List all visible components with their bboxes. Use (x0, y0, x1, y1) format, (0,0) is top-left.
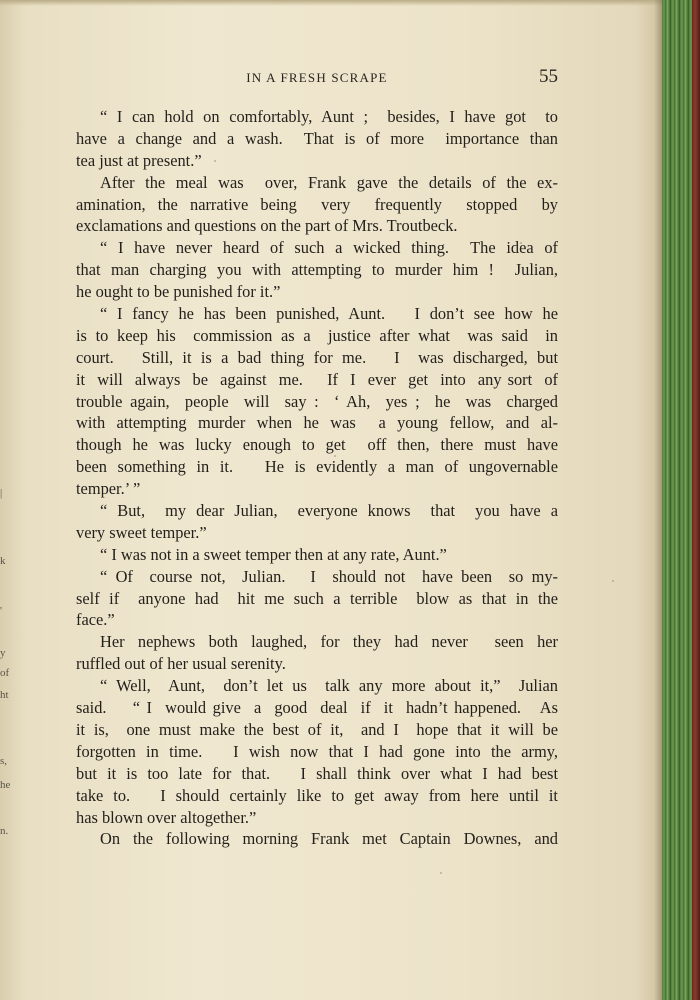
text-line: amination, the narrative being very frequently stopped by (76, 194, 558, 214)
text-line: though he was lucky enough to get off then, there must have (76, 435, 558, 455)
text-line: it is, one must make the best of it, and I hope that it will be (76, 719, 558, 739)
text-line: it will always be against me. If I ever get into any sort of (76, 369, 558, 389)
text-line: tea just at present.” (76, 150, 202, 170)
body-text (76, 106, 558, 850)
text-line: said. “ I would give a good deal if it hadn’t happened. As (76, 698, 558, 718)
bleed-through-mark: n. (0, 826, 9, 837)
text-line: “ I can hold on comfortably, Aunt ; besides, I have got to (100, 107, 558, 126)
text-line: been something in it. He is evidently a man of ungovernable (76, 457, 558, 477)
bleed-through-mark: k (0, 556, 6, 567)
text-line: face.” (76, 610, 115, 630)
text-line: exclamations and questions on the part of Mrs. Troutbeck. (76, 216, 458, 236)
bleed-through-mark: y (0, 648, 6, 659)
text-line: that man charging you with attempting to murder him ! Julian, (76, 260, 558, 280)
text-line: temper.’ ” (76, 479, 141, 499)
text-line: “ Of course not, Julian. I should not have been so my- (100, 566, 558, 586)
text-line: but it is too late for that. I shall think over what I had best (76, 763, 558, 783)
text-line: self if anyone had hit me such a terrible blow as that in the (76, 588, 558, 608)
text-line: have a change and a wash. That is of more importance than (76, 128, 558, 148)
bleed-through-mark: | (0, 488, 3, 499)
text-line: On the following morning Frank met Captain Downes, and (100, 829, 558, 849)
text-line: court. Still, it is a bad thing for me. I was discharged, but (76, 347, 558, 367)
text-line: ruffled out of her usual serenity. (76, 654, 286, 674)
text-line: take to. I should certainly like to get away from here until it (76, 785, 558, 805)
bleed-through-mark: he (0, 780, 10, 791)
book-cover-edge (692, 0, 700, 1000)
running-head: IN A FRESH SCRAPE (246, 70, 388, 85)
text-line: forgotten in time. I wish now that I had gone into the army, (76, 741, 558, 761)
bleed-through-mark: of (0, 668, 10, 679)
page-number: 55 (539, 66, 558, 87)
text-line: trouble again, people will say : ‘ Ah, yes ; he was charged (76, 391, 558, 411)
text-line: “ Well, Aunt, don’t let us talk any more about it,” Julian (100, 676, 558, 696)
text-line: has blown over altogether.” (76, 807, 257, 827)
text-line: with attempting murder when he was a young fellow, and al- (76, 413, 558, 433)
text-line: “ I have never heard of such a wicked thing. The idea of (100, 238, 558, 258)
text-line: After the meal was over, Frank gave the details of the ex- (100, 172, 558, 192)
text-line: he ought to be punished for it.” (76, 282, 281, 302)
page-top-shadow (0, 0, 662, 6)
text-line: is to keep his commission as a justice after what was said in (76, 325, 558, 345)
bleed-through-mark: ht (0, 690, 9, 701)
text-line: “ I fancy he has been punished, Aunt. I don’t see how he (100, 304, 558, 324)
bleed-through-mark: s, (0, 756, 8, 767)
page-header (76, 66, 558, 92)
text-line: very sweet temper.” (76, 522, 207, 542)
text-line: Her nephews both laughed, for they had never seen her (100, 632, 558, 652)
text-line: “ I was not in a sweet temper then at any rate, Aunt.” (100, 544, 447, 564)
bleed-through-mark: ' (0, 606, 2, 617)
text-line: “ But, my dear Julian, everyone knows that you have a (100, 501, 558, 521)
